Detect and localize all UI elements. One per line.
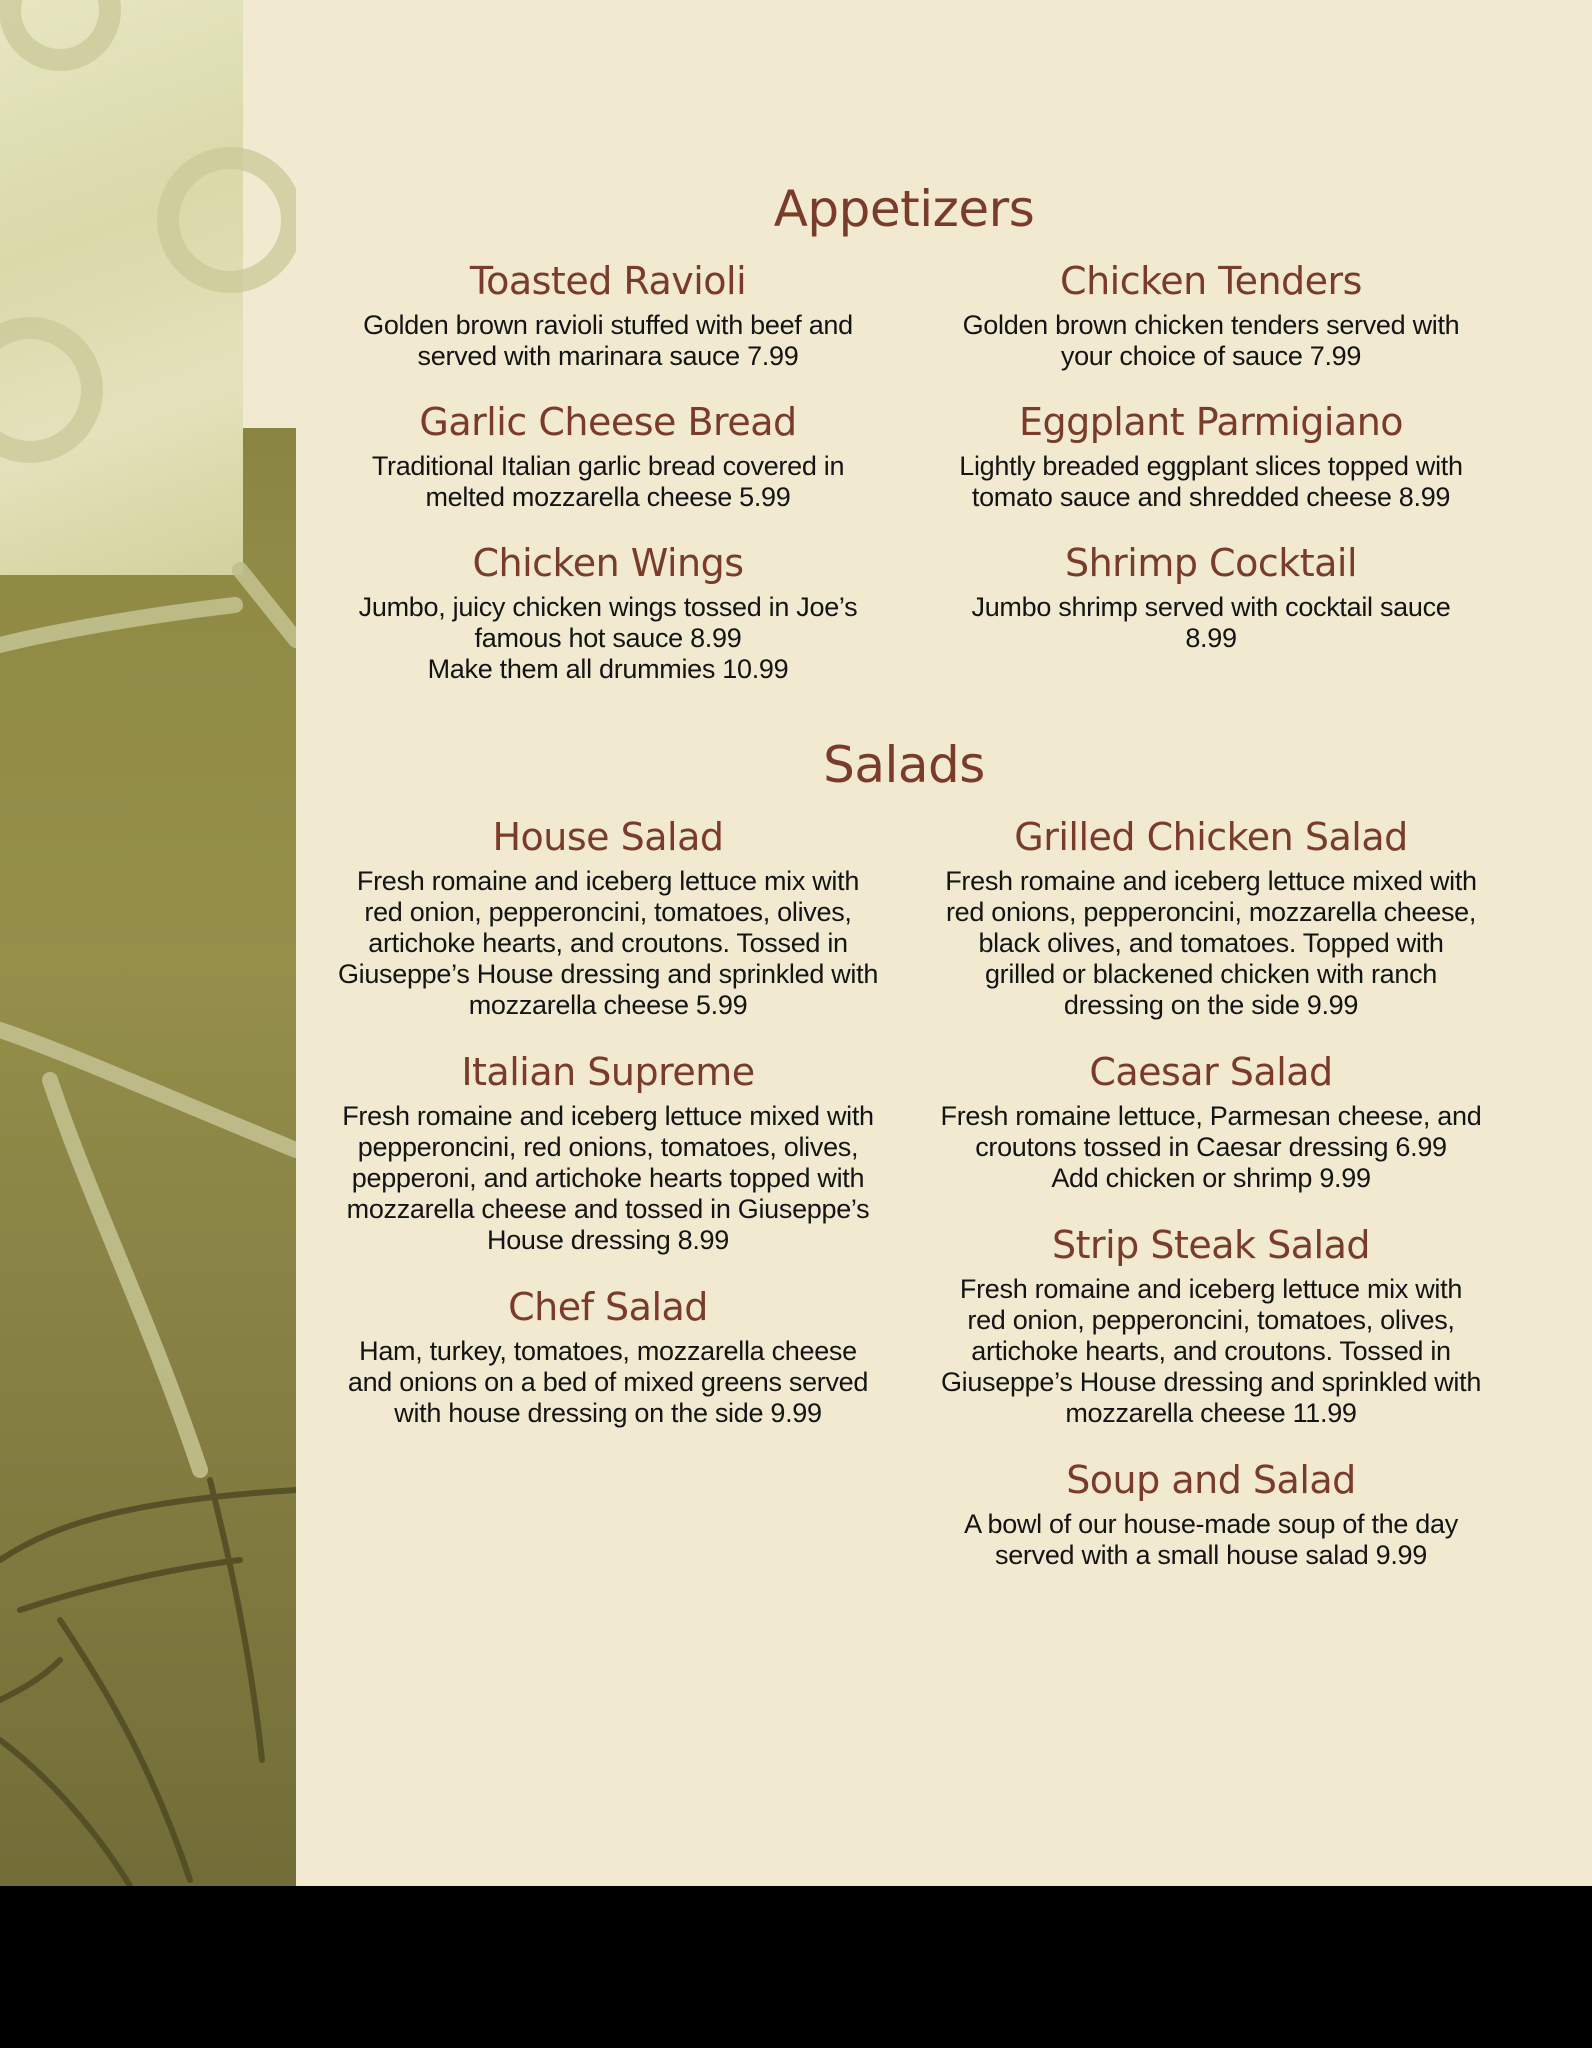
appetizers-heading: Appetizers	[773, 180, 1035, 238]
menu-item-grilled-chicken-salad	[911, 814, 1511, 1021]
item-description: Fresh romaine and iceberg lettuce mix with red onion, pepperoncini, tomatoes, olives, artichoke hearts, and croutons. Tossed in Giuseppe’s House dressing and sprinkled with mozzarella cheese 11.99	[940, 1274, 1482, 1428]
item-name: Toasted Ravioli	[469, 259, 747, 303]
item-description: Traditional Italian garlic bread covered in melted mozzarella cheese 5.99	[371, 451, 845, 512]
item-name: Strip Steak Salad	[1051, 1223, 1371, 1267]
salads-heading: Salads	[823, 736, 985, 794]
menu-item-chef-salad	[308, 1284, 908, 1429]
item-description: Jumbo, juicy chicken wings tossed in Joe’s famous hot sauce 8.99 Make them all drummies 10.99	[358, 592, 858, 684]
item-name: Grilled Chicken Salad	[1014, 815, 1408, 859]
menu-item-eggplant-parmigiano	[911, 399, 1511, 513]
item-name: Chef Salad	[508, 1285, 708, 1329]
item-description: Fresh romaine and iceberg lettuce mixed with red onions, pepperoncini, mozzarella cheese, black olives, and tomatoes. Topped with grilled or blackened chicken with ranch dressing on the side 9.99	[945, 866, 1477, 1020]
item-name: Italian Supreme	[461, 1050, 755, 1094]
menu-item-chicken-wings	[308, 540, 908, 685]
menu-item-chicken-tenders	[911, 258, 1511, 372]
menu-item-italian-supreme	[308, 1049, 908, 1256]
item-description: Ham, turkey, tomatoes, mozzarella cheese and onions on a bed of mixed greens served with house dressing on the side 9.99	[347, 1336, 869, 1428]
item-description: Fresh romaine lettuce, Parmesan cheese, and croutons tossed in Caesar dressing 6.99 Add chicken or shrimp 9.99	[940, 1101, 1482, 1193]
item-name: Eggplant Parmigiano	[1018, 400, 1404, 444]
item-description: Golden brown chicken tenders served with your choice of sauce 7.99	[962, 310, 1460, 371]
decorative-border	[0, 0, 296, 1886]
item-name: Caesar Salad	[1089, 1050, 1333, 1094]
menu-item-caesar-salad	[911, 1049, 1511, 1194]
menu-item-house-salad	[308, 814, 908, 1021]
decorative-swirls	[0, 0, 296, 1886]
menu-item-toasted-ravioli	[308, 258, 908, 372]
item-description: Jumbo shrimp served with cocktail sauce 8.99	[971, 592, 1451, 653]
item-name: Garlic Cheese Bread	[419, 400, 797, 444]
item-name: Shrimp Cocktail	[1064, 541, 1358, 585]
item-description: Lightly breaded eggplant slices topped with tomato sauce and shredded cheese 8.99	[959, 451, 1463, 512]
item-description: Golden brown ravioli stuffed with beef and served with marinara sauce 7.99	[363, 310, 853, 371]
menu-item-soup-and-salad	[911, 1457, 1511, 1571]
item-description: Fresh romaine and iceberg lettuce mix with red onion, pepperoncini, tomatoes, olives, artichoke hearts, and croutons. Tossed in Giuseppe’s House dressing and sprinkled with mozzarella cheese 5.99	[337, 866, 879, 1020]
item-description: A bowl of our house-made soup of the day served with a small house salad 9.99	[964, 1509, 1458, 1570]
menu-item-garlic-cheese-bread	[308, 399, 908, 513]
menu-item-shrimp-cocktail	[911, 540, 1511, 654]
item-description: Fresh romaine and iceberg lettuce mixed with pepperoncini, red onions, tomatoes, olives, pepperoni, and artichoke hearts topped with mozzarella cheese and tossed in Giuseppe’s House dressing 8.99	[342, 1101, 874, 1255]
item-name: Chicken Tenders	[1060, 259, 1362, 303]
item-name: Soup and Salad	[1066, 1458, 1356, 1502]
menu-item-strip-steak-salad	[911, 1222, 1511, 1429]
item-name: House Salad	[492, 815, 724, 859]
item-name: Chicken Wings	[472, 541, 744, 585]
menu-content	[296, 0, 1592, 1886]
bottom-black-bar	[0, 1886, 1592, 2048]
